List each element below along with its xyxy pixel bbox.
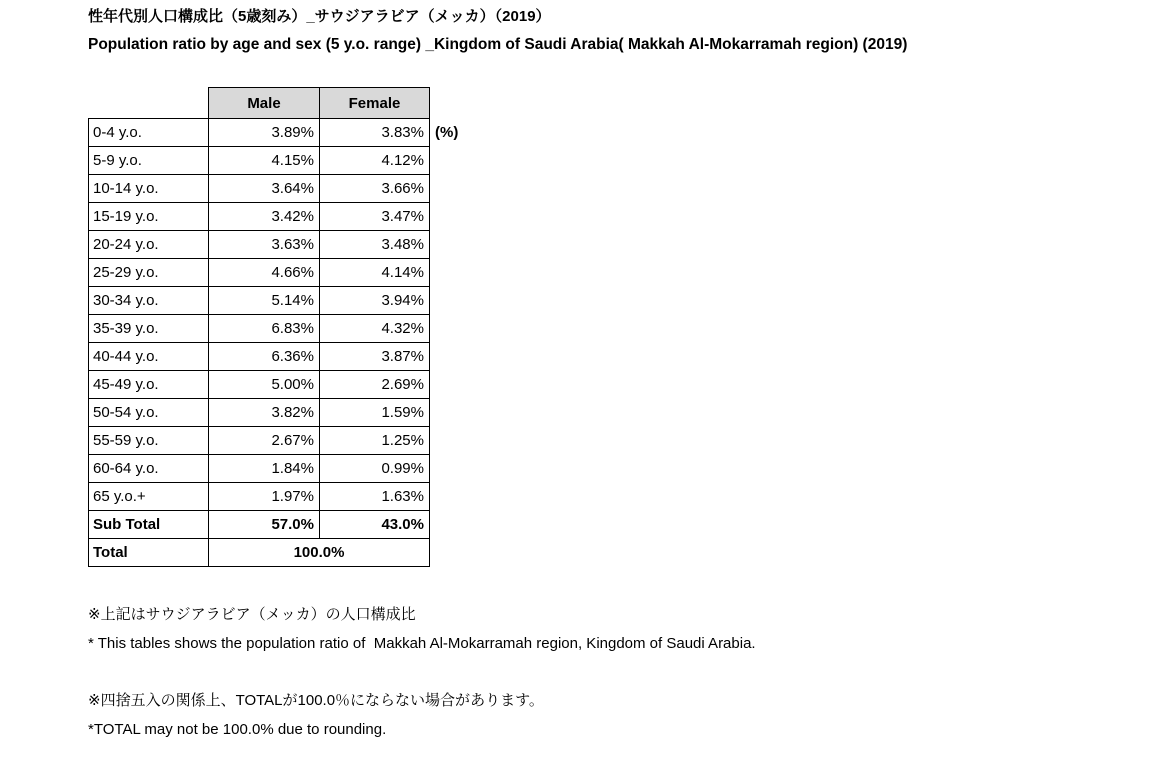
table-row: [89, 147, 470, 175]
male-value-cell: 3.82%: [209, 399, 320, 427]
percent-unit-label: [430, 427, 470, 455]
table-row: [89, 175, 470, 203]
age-group-label: 55-59 y.o.: [89, 427, 209, 455]
note-region-english: * This tables shows the population ratio of Makkah Al-Mokarramah region, Kingdom of Saudi Arabia.: [88, 635, 756, 652]
female-value-cell: 3.66%: [320, 175, 430, 203]
table-row: [89, 231, 470, 259]
age-group-label: 0-4 y.o.: [89, 119, 209, 147]
female-value-cell: 4.14%: [320, 259, 430, 287]
female-value-cell: 4.12%: [320, 147, 430, 175]
note-rounding-japanese: ※四捨五入の関係上、TOTALが100.0％にならない場合があります。: [88, 692, 544, 709]
title-english: Population ratio by age and sex (5 y.o. range) _Kingdom of Saudi Arabia( Makkah Al-Mokarramah region) (2019): [88, 36, 908, 53]
male-value-cell: 3.64%: [209, 175, 320, 203]
female-value-cell: 3.83%: [320, 119, 430, 147]
age-group-label: 60-64 y.o.: [89, 455, 209, 483]
age-group-label: 25-29 y.o.: [89, 259, 209, 287]
male-value-cell: 6.83%: [209, 315, 320, 343]
table-row: [89, 287, 470, 315]
table-row: [89, 203, 470, 231]
header-row: [89, 88, 470, 119]
female-value-cell: 4.32%: [320, 315, 430, 343]
notes-block-region: [88, 600, 907, 658]
percent-unit-label: (%): [435, 124, 459, 141]
column-header-female: Female: [320, 88, 430, 119]
percent-unit-label: [430, 259, 470, 287]
table-row: [89, 259, 470, 287]
table-row: [89, 371, 470, 399]
age-group-label: 40-44 y.o.: [89, 343, 209, 371]
male-value-cell: 2.67%: [209, 427, 320, 455]
age-group-label: 30-34 y.o.: [89, 287, 209, 315]
percent-unit-label: [430, 203, 470, 231]
subtotal-row: [89, 511, 470, 539]
age-group-label: 45-49 y.o.: [89, 371, 209, 399]
column-header-male: Male: [209, 88, 320, 119]
age-group-label: 50-54 y.o.: [89, 399, 209, 427]
age-group-label: 20-24 y.o.: [89, 231, 209, 259]
table-row: [89, 315, 470, 343]
table-row: [89, 455, 470, 483]
subtotal-female-value: 43.0%: [320, 511, 430, 539]
title-japanese: 性年代別人口構成比（5歳刻み）_サウジアラビア（メッカ）（2019）: [88, 8, 551, 25]
unit-spacer: [430, 539, 470, 567]
male-value-cell: 6.36%: [209, 343, 320, 371]
total-value-cell: 100.0%: [209, 539, 430, 567]
total-label: Total: [89, 539, 209, 567]
unit-spacer: [430, 88, 470, 119]
male-value-cell: 1.84%: [209, 455, 320, 483]
male-value-cell: 3.89%: [209, 119, 320, 147]
percent-unit-label: [430, 371, 470, 399]
table-row: [89, 399, 470, 427]
population-table: [88, 87, 470, 567]
subtotal-male-value: 57.0%: [209, 511, 320, 539]
notes-block-rounding: [88, 686, 907, 744]
male-value-cell: 5.00%: [209, 371, 320, 399]
female-value-cell: 1.63%: [320, 483, 430, 511]
male-value-cell: 3.63%: [209, 231, 320, 259]
note-region-japanese: ※上記はサウジアラビア（メッカ）の人口構成比: [88, 606, 416, 623]
content-area: [88, 6, 907, 744]
age-group-label: 35-39 y.o.: [89, 315, 209, 343]
percent-unit-label: [430, 315, 470, 343]
corner-cell: [89, 88, 209, 119]
note-rounding-english: *TOTAL may not be 100.0% due to rounding.: [88, 721, 387, 738]
percent-unit-label: [430, 455, 470, 483]
female-value-cell: 0.99%: [320, 455, 430, 483]
age-group-label: 65 y.o.+: [89, 483, 209, 511]
percent-unit-label: [430, 343, 470, 371]
percent-unit-label: [430, 287, 470, 315]
subtotal-label: Sub Total: [89, 511, 209, 539]
table-row: [89, 427, 470, 455]
female-value-cell: 2.69%: [320, 371, 430, 399]
unit-spacer: [430, 511, 470, 539]
male-value-cell: 3.42%: [209, 203, 320, 231]
table-body: [89, 119, 470, 567]
female-value-cell: 3.87%: [320, 343, 430, 371]
table-row: [89, 343, 470, 371]
female-value-cell: 3.47%: [320, 203, 430, 231]
table-row: [89, 119, 470, 147]
table-row: [89, 483, 470, 511]
age-group-label: 10-14 y.o.: [89, 175, 209, 203]
age-group-label: 15-19 y.o.: [89, 203, 209, 231]
percent-unit-label: [430, 231, 470, 259]
percent-unit-label: [430, 147, 470, 175]
table-header: [89, 88, 470, 119]
total-row: [89, 539, 470, 567]
female-value-cell: 1.25%: [320, 427, 430, 455]
male-value-cell: 1.97%: [209, 483, 320, 511]
male-value-cell: 4.15%: [209, 147, 320, 175]
male-value-cell: 4.66%: [209, 259, 320, 287]
male-value-cell: 5.14%: [209, 287, 320, 315]
age-group-label: 5-9 y.o.: [89, 147, 209, 175]
percent-unit-label: [430, 399, 470, 427]
female-value-cell: 3.94%: [320, 287, 430, 315]
percent-unit-label: [430, 175, 470, 203]
female-value-cell: 3.48%: [320, 231, 430, 259]
female-value-cell: 1.59%: [320, 399, 430, 427]
percent-unit-label: [430, 483, 470, 511]
